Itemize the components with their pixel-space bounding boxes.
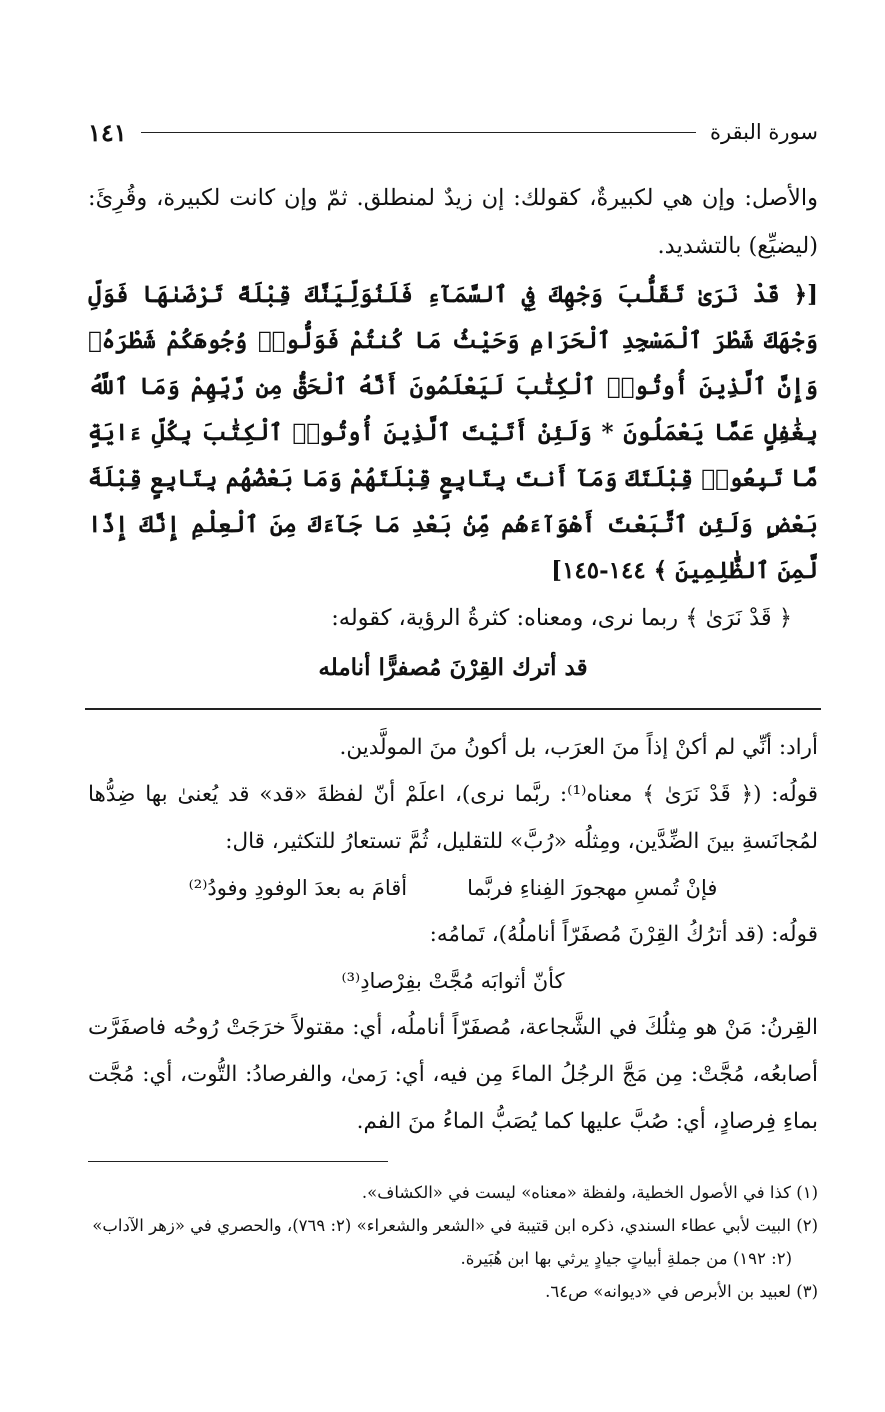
commentary-paragraph: القِرنُ: مَنْ هو مِثلُكَ في الشَّجاعة، مُصفَرّاً أناملُه، أي: مقتولاً خرَجَتْ رُوحُه فاصفَرَّت أصابعُه، مُجَّتْ: مِن مَجَّ الرجُلُ الماءَ مِن فيه، أي: رَمىٰ، والفرصادُ: التُّوت، أي: مُجَّت بماءِ فِرصادٍ، أي: صُبَّ عليها كما يُصَبُّ الماءُ منَ الفم. xyxy=(88,1015,818,1134)
main-paragraph: والأصل: وإن هي لكبيرةٌ، كقولك: إن زيدٌ لمنطلق. ثمّ وإن كانت لكبيرة، وقُرِئَ: (ليضيِّع) بالتشديد. xyxy=(88,185,818,259)
footnote: (٣) لعبيد بن الأبرص في «ديوانه» ص٦٤. xyxy=(545,1282,818,1301)
poem-line xyxy=(88,865,818,911)
footnote: (١) كذا في الأصول الخطية، ولفظة «معناه» ليست في «الكشاف». xyxy=(361,1183,818,1202)
poem-hemistich-right: فإنْ تُمسِ مهجورَ الفِناءِ فربَّما xyxy=(467,876,718,900)
quran-passage: [﴿ قَدْ نَرَىٰ تَقَلُّبَ وَجْهِكَ فِي ٱلسَّمَآءِ فَلَنُوَلِّيَنَّكَ قِبْلَةً تَرْضَىٰهَا فَوَلِّ وَجْهَكَ شَطْرَ ٱلْمَسْجِدِ ٱلْحَرَامِ وَحَيْثُ مَا كُنتُمْ فَوَلُّوا۟ وُجُوهَكُمْ شَطْرَهُۥ وَإِنَّ ٱلَّذِينَ أُوتُوا۟ ٱلْكِتَٰبَ لَيَعْلَمُونَ أَنَّهُ ٱلْحَقُّ مِن رَّبِّهِمْ وَمَا ٱللَّهُ بِغَٰفِلٍ عَمَّا يَعْمَلُونَ * وَلَئِنْ أَتَيْتَ ٱلَّذِينَ أُوتُوا۟ ٱلْكِتَٰبَ بِكُلِّ ءَايَةٍ مَّا تَبِعُوا۟ قِبْلَتَكَ وَمَآ أَنتَ بِتَابِعٍ قِبْلَتَهُمْ وَمَا بَعْضُهُم بِتَابِعٍ قِبْلَةَ بَعْضٍ وَلَئِنِ ٱتَّبَعْتَ أَهْوَآءَهُم مِّنۢ بَعْدِ مَا جَآءَكَ مِنَ ٱلْعِلْمِ إِنَّكَ إِذًا لَّمِنَ ٱلظَّٰلِمِينَ ﴾ ١٤٤-١٤٥] xyxy=(88,281,818,584)
surah-title: سورة البقرة xyxy=(709,120,818,144)
running-header xyxy=(88,112,818,152)
header-rule xyxy=(141,132,696,133)
main-text xyxy=(88,174,818,694)
footnotes xyxy=(88,1176,818,1308)
footnote-rule xyxy=(88,1161,388,1162)
commentary xyxy=(88,724,818,1145)
commentary-paragraph: قولُه: (﴿ قَدْ نَرَىٰ ﴾ معناه⁽¹⁾: ربَّما نرى)، اعلَمْ أنّ لفظةَ «قد» قد يُعنىٰ بها ضِدُّها لمُجانَسةِ بينَ الضِّدَّين، ومِثلُه «رُبَّ» للتقليل، ثُمَّ تستعارُ للتكثير، قال: xyxy=(88,782,819,854)
main-paragraph-2: ﴿ قَدْ نَرَىٰ ﴾ ربما نرى، ومعناه: كثرةُ الرؤية، كقوله: xyxy=(331,605,792,631)
commentary-paragraph: أراد: أنِّي لم أكنْ إذاً منَ العرَب، بل أكونُ منَ المولَّدين. xyxy=(339,735,818,760)
footnote-continuation: (٢: ١٩٢) من جملةِ أبياتٍ جيادٍ يرثي بها ابن هُبَيرة. xyxy=(460,1249,792,1268)
section-divider xyxy=(85,708,821,710)
poetry-verse: قد أترك القِرْنَ مُصفرًّا أنامله xyxy=(318,654,588,681)
poem-hemistich-left: أقامَ به بعدَ الوفودِ وفودُ⁽²⁾ xyxy=(188,876,408,900)
commentary-paragraph: قولُه: (قد أترُكُ القِرْنَ مُصفَرّاً أناملُهُ)، تَمامُه: xyxy=(429,922,818,947)
book-page xyxy=(88,112,818,1308)
footnote: (٢) البيت لأبي عطاء السندي، ذكره ابن قتيبة في «الشعر والشعراء» (٢: ٧٦٩)، والحصري في «زهر الآداب» xyxy=(92,1216,818,1235)
page-number: ١٤١ xyxy=(88,117,127,147)
poem-hemistich: كأنّ أثوابَه مُجَّتْ بفِرْصادِ⁽³⁾ xyxy=(341,969,565,993)
